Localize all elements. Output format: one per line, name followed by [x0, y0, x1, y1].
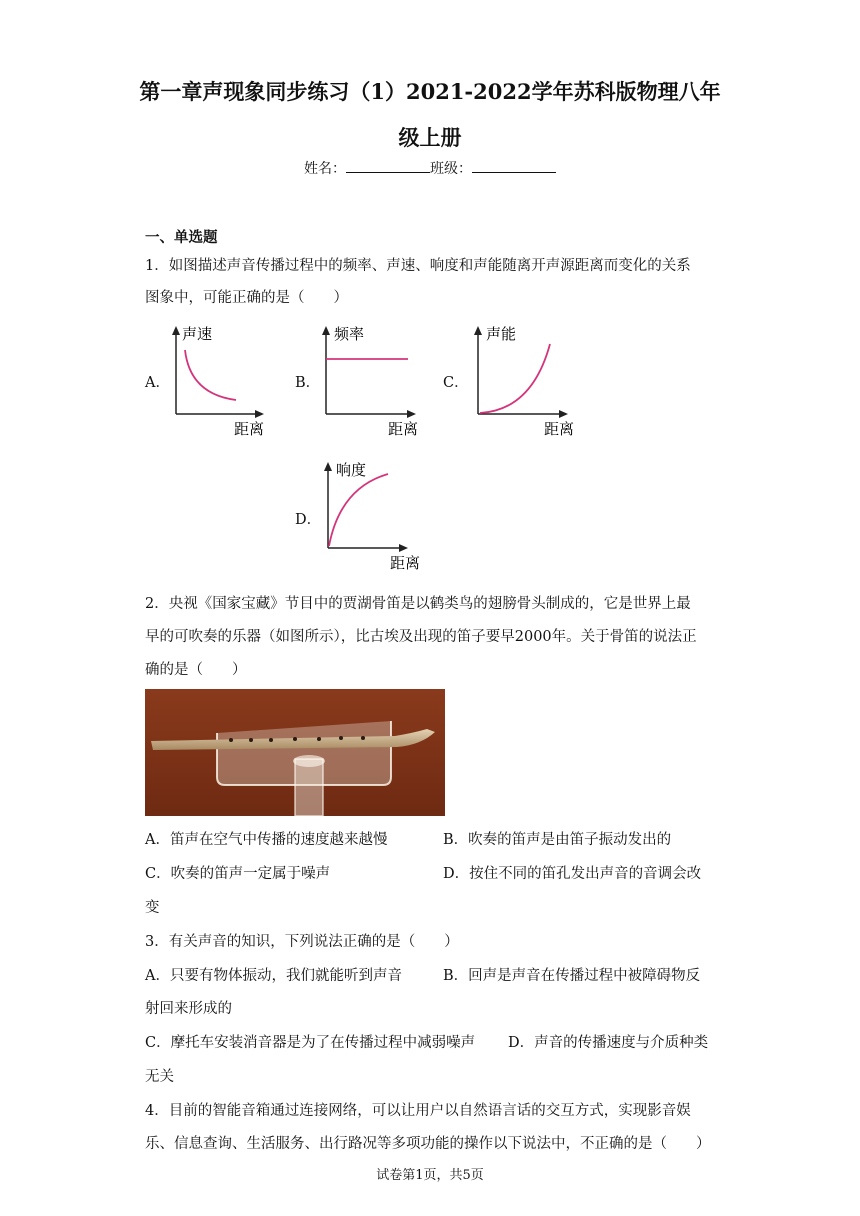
page-title-line1: 第一章声现象同步练习（1）2021-2022学年苏科版物理八年 — [139, 79, 721, 104]
q4-stem-line1: 4．目前的智能音箱通过连接网络，可以让用户以自然语言话的交互方式，实现影音娱 — [145, 1103, 691, 1119]
name-blank[interactable] — [346, 160, 430, 173]
x-axis-arrow-icon — [407, 410, 416, 418]
hole — [361, 736, 365, 740]
q3-option-a[interactable]: A．只要有物体振动，我们就能听到声音 — [145, 968, 402, 984]
hole — [317, 737, 321, 741]
y-axis-arrow-icon — [324, 462, 332, 471]
y-label: 响度 — [336, 461, 367, 479]
page-title-line2: 级上册 — [398, 125, 462, 150]
x-axis-arrow-icon — [559, 410, 568, 418]
q3-option-b[interactable]: B．回声是声音在传播过程中被障碍物反 — [443, 968, 701, 984]
y-axis-arrow-icon — [474, 326, 482, 335]
hole — [269, 738, 273, 742]
y-label: 声速 — [182, 325, 213, 343]
q2-option-b[interactable]: B．吹奏的笛声是由笛子振动发出的 — [443, 832, 672, 848]
bone-flute-photo — [145, 689, 445, 816]
curve — [185, 350, 236, 400]
section-heading: 一、单选题 — [145, 229, 218, 246]
x-label: 距离 — [388, 420, 419, 438]
q2-option-d-cont: 变 — [145, 900, 160, 916]
student-info — [0, 158, 860, 178]
y-axis-arrow-icon — [322, 326, 330, 335]
q1-option-a-label[interactable]: A． — [145, 375, 170, 391]
q1-option-c-label[interactable]: C． — [443, 375, 469, 391]
hole — [229, 738, 233, 742]
q1-option-b-graph — [318, 322, 430, 442]
x-label: 距离 — [544, 420, 575, 438]
hole — [249, 738, 253, 742]
hole — [293, 737, 297, 741]
x-axis-arrow-icon — [255, 410, 264, 418]
q4-stem-line2: 乐、信息查询、生活服务、出行路况等多项功能的操作以下说法中，不正确的是（ ） — [145, 1136, 711, 1152]
stand-top — [293, 755, 325, 767]
q1-stem-line1: 1．如图描述声音传播过程中的频率、声速、响度和声能随离开声源距离而变化的关系 — [145, 258, 691, 274]
class-blank[interactable] — [472, 160, 556, 173]
y-axis-arrow-icon — [172, 326, 180, 335]
y-label: 频率 — [334, 325, 365, 343]
q1-stem-line2: 图象中，可能正确的是（ ） — [145, 290, 348, 306]
stand-pillar — [295, 759, 323, 816]
q1-option-b-label[interactable]: B． — [295, 375, 321, 391]
q1-option-d-label[interactable]: D． — [295, 512, 322, 528]
x-label: 距离 — [234, 420, 265, 438]
q3-stem: 3．有关声音的知识，下列说法正确的是（ ） — [145, 934, 459, 950]
name-label: 姓名： — [304, 161, 346, 177]
q2-stem-line2: 早的可吹奏的乐器（如图所示），比古埃及出现的笛子要早2000年。关于骨笛的说法正 — [145, 629, 697, 645]
x-label: 距离 — [390, 554, 421, 572]
class-label: 班级： — [430, 161, 472, 177]
q2-stem-line3: 确的是（ ） — [145, 662, 247, 678]
q3-option-d[interactable]: D．声音的传播速度与介质种类 — [508, 1035, 709, 1051]
curve — [480, 344, 550, 413]
hole — [339, 736, 343, 740]
x-axis-arrow-icon — [399, 544, 408, 552]
curve — [329, 474, 388, 546]
q2-option-d[interactable]: D．按住不同的笛孔发出声音的音调会改 — [443, 866, 702, 882]
q3-option-d-cont: 无关 — [145, 1069, 174, 1085]
q3-option-b-cont: 射回来形成的 — [145, 1001, 232, 1017]
q2-stem-line1: 2．央视《国家宝藏》节目中的贾湖骨笛是以鹤类鸟的翅膀骨头制成的，它是世界上最 — [145, 596, 691, 612]
q3-option-c[interactable]: C．摩托车安装消音器是为了在传播过程中减弱噪声 — [145, 1035, 476, 1051]
q1-option-c-graph — [470, 322, 582, 442]
page-footer: 试卷第1页，共5页 — [376, 1168, 484, 1183]
q1-option-a-graph — [168, 322, 278, 442]
q2-option-c[interactable]: C．吹奏的笛声一定属于噪声 — [145, 866, 331, 882]
q2-option-a[interactable]: A．笛声在空气中传播的速度越来越慢 — [145, 832, 388, 848]
y-label: 声能 — [486, 325, 517, 343]
q1-option-d-graph — [320, 458, 432, 576]
